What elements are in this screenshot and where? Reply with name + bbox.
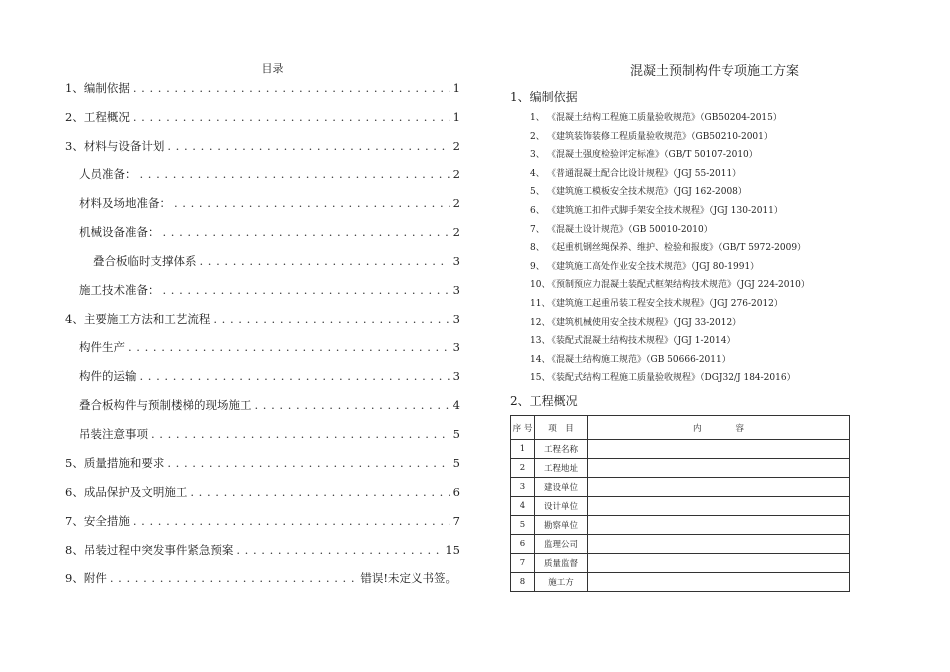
toc-entry-label: 2、工程概况 <box>65 110 130 124</box>
toc-entry-page: 4 <box>452 398 460 412</box>
toc-entry-page: 3 <box>452 340 460 354</box>
toc-entry-label: 8、吊装过程中突发事件紧急预案 <box>65 543 234 557</box>
toc-title: 目录 <box>261 62 284 75</box>
toc-entry-page: 2 <box>452 196 460 210</box>
reference-text: 《预制预应力混凝土装配式框架结构技术规范》（JGJ 224-2010） <box>547 280 810 291</box>
toc-entry-page: 3 <box>452 254 460 268</box>
reference-item <box>530 110 782 123</box>
table-cell-no: 7 <box>511 554 535 573</box>
table-row <box>511 440 850 459</box>
toc-entry-label: 7、安全措施 <box>65 514 130 528</box>
table-cell-item: 施工方 <box>535 573 588 592</box>
table-row <box>511 516 850 535</box>
reference-text: 《普通混凝土配合比设计规程》（JGJ 55-2011） <box>547 168 742 179</box>
table-cell-content[interactable] <box>588 459 850 478</box>
table-cell-item: 建设单位 <box>535 478 588 497</box>
toc-entry[interactable] <box>79 339 460 355</box>
reference-item <box>530 203 783 216</box>
reference-number: 10、 <box>530 280 551 291</box>
toc-entry[interactable] <box>65 513 460 529</box>
toc-entry[interactable] <box>65 80 460 96</box>
reference-item <box>530 333 735 346</box>
reference-text: 《装配式结构工程施工质量验收规程》（DGJ32/J 184-2016） <box>547 373 796 384</box>
toc-entry-label: 6、成品保护及文明施工 <box>65 485 188 499</box>
toc-entry-page: 1 <box>452 81 460 95</box>
toc-entry-label: 叠合板构件与预制楼梯的现场施工 <box>79 398 252 412</box>
toc-entry-label: 施工技术准备： <box>79 283 160 297</box>
toc-entry-page: 2 <box>452 139 460 153</box>
table-cell-item: 工程名称 <box>535 440 588 459</box>
toc-entry[interactable] <box>79 195 460 211</box>
toc-entry-page: 15 <box>445 543 460 557</box>
reference-number: 8、 <box>530 243 545 254</box>
table-row <box>511 535 850 554</box>
table-cell-no: 3 <box>511 478 535 497</box>
document-title: 混凝土预制构件专项施工方案 <box>630 64 800 79</box>
table-row <box>511 478 850 497</box>
table-cell-no: 1 <box>511 440 535 459</box>
toc-entry-page: 6 <box>452 485 460 499</box>
toc-leader-dots <box>167 138 449 154</box>
reference-number: 7、 <box>530 224 545 235</box>
reference-number: 14、 <box>530 354 551 365</box>
toc-entry[interactable] <box>65 138 460 154</box>
reference-item <box>530 147 758 160</box>
table-cell-item: 设计单位 <box>535 497 588 516</box>
toc-entry[interactable] <box>79 368 460 384</box>
reference-text: 《建筑装饰装修工程质量验收规范》（GB50210-2001） <box>547 131 773 142</box>
table-cell-content[interactable] <box>588 478 850 497</box>
toc-entry-page: 2 <box>452 167 460 181</box>
toc-entry-page: 3 <box>452 283 460 297</box>
table-header-row <box>511 416 850 440</box>
reference-text: 《建筑施工模板安全技术规范》（JGJ 162-2008） <box>547 187 747 198</box>
table-cell-item: 工程地址 <box>535 459 588 478</box>
toc-entry-label: 叠合板临时支撑体系 <box>93 254 197 268</box>
toc-entry[interactable] <box>93 253 460 269</box>
toc-entry-page: 1 <box>452 110 460 124</box>
reference-item <box>530 222 713 235</box>
toc-entry-page: 7 <box>452 514 460 528</box>
reference-item <box>530 277 810 290</box>
reference-item <box>530 129 773 142</box>
toc-leader-dots <box>255 397 450 413</box>
reference-text: 《建筑施工扣件式脚手架安全技术规程》（JGJ 130-2011） <box>547 206 783 216</box>
toc-leader-dots <box>190 484 449 500</box>
table-cell-no: 2 <box>511 459 535 478</box>
reference-item <box>530 184 747 197</box>
toc-entry[interactable] <box>65 484 460 500</box>
toc-entry[interactable] <box>65 455 460 471</box>
reference-number: 1、 <box>530 113 545 123</box>
toc-leader-dots <box>133 513 450 529</box>
document-page <box>480 0 950 672</box>
table-body <box>511 440 850 592</box>
toc-entry-label: 构件生产 <box>79 340 125 354</box>
table-cell-content[interactable] <box>588 554 850 573</box>
toc-leader-dots <box>213 311 449 327</box>
table-row <box>511 497 850 516</box>
toc-leader-dots <box>133 80 450 96</box>
table-cell-item: 勘察单位 <box>535 516 588 535</box>
reference-text: 《装配式混凝土结构技术规程》（JGJ 1-2014） <box>547 336 736 347</box>
table-row <box>511 459 850 478</box>
table-row <box>511 573 850 592</box>
reference-text: 《建筑机械使用安全技术规程》（JGJ 33-2012） <box>547 317 742 328</box>
table-cell-item: 监理公司 <box>535 535 588 554</box>
toc-entry-page: 错误!未定义书签。 <box>360 571 457 585</box>
toc-entry-label: 1、编制依据 <box>65 81 130 95</box>
table-cell-content[interactable] <box>588 573 850 592</box>
toc-entry-page: 3 <box>452 312 460 326</box>
table-cell-no: 6 <box>511 535 535 554</box>
header-content: 内 容 <box>588 416 850 440</box>
reference-text: 《混凝土强度检验评定标准》（GB/T 50107-2010） <box>547 150 758 161</box>
reference-text: 《建筑施工起重吊装工程安全技术规程》（JGJ 276-2012） <box>547 299 783 309</box>
toc-leader-dots <box>110 570 358 586</box>
reference-item <box>530 240 806 253</box>
reference-number: 6、 <box>530 206 545 216</box>
toc-entry[interactable] <box>79 166 460 182</box>
reference-number: 15、 <box>530 373 551 384</box>
table-cell-no: 4 <box>511 497 535 516</box>
reference-text: 《混凝土结构工程施工质量验收规范》（GB50204-2015） <box>547 113 782 123</box>
toc-entry-page: 2 <box>452 225 460 239</box>
toc-leader-dots <box>128 339 450 355</box>
reference-item <box>530 259 759 272</box>
toc-leader-dots <box>133 109 450 125</box>
reference-number: 13、 <box>530 336 551 347</box>
toc-entry-label: 3、材料与设备计划 <box>65 139 165 153</box>
header-item: 项 目 <box>535 416 588 440</box>
toc-entry-label: 吊装注意事项 <box>79 427 148 441</box>
toc-leader-dots <box>200 253 450 269</box>
toc-leader-dots <box>236 542 442 558</box>
section-heading-overview: 2、工程概况 <box>510 394 578 408</box>
toc-entry[interactable] <box>65 542 460 558</box>
reference-item <box>530 166 741 179</box>
reference-number: 9、 <box>530 261 545 272</box>
toc-entry[interactable] <box>79 397 460 413</box>
reference-number: 12、 <box>530 317 551 328</box>
toc-entry-label: 构件的运输 <box>79 369 137 383</box>
toc-entry-page: 5 <box>452 427 460 441</box>
reference-number: 2、 <box>530 131 545 142</box>
header-no: 序 号 <box>511 416 535 440</box>
toc-entry-label: 机械设备准备： <box>79 225 160 239</box>
table-cell-no: 5 <box>511 516 535 535</box>
reference-text: 《混凝土设计规范》（GB 50010-2010） <box>547 224 713 235</box>
toc-leader-dots <box>163 224 450 240</box>
toc-entry[interactable] <box>65 570 457 586</box>
toc-entry-page: 3 <box>452 369 460 383</box>
toc-leader-dots <box>151 426 450 442</box>
reference-item <box>530 296 783 309</box>
reference-item <box>530 370 796 383</box>
section-heading-basis: 1、编制依据 <box>510 90 578 104</box>
reference-text: 《起重机钢丝绳保养、维护、检验和报废》（GB/T 5972-2009） <box>547 243 807 254</box>
table-cell-content[interactable] <box>588 497 850 516</box>
table-cell-content[interactable] <box>588 516 850 535</box>
reference-item <box>530 315 741 328</box>
toc-entry[interactable] <box>79 282 460 298</box>
reference-number: 11、 <box>530 299 551 309</box>
reference-number: 3、 <box>530 150 545 161</box>
toc-entry[interactable] <box>79 224 460 240</box>
toc-entry[interactable] <box>79 426 460 442</box>
table-cell-item: 质量监督 <box>535 554 588 573</box>
reference-number: 5、 <box>530 187 545 198</box>
reference-text: 《建筑施工高处作业安全技术规范》（JGJ 80-1991） <box>547 261 760 272</box>
reference-item <box>530 352 731 365</box>
reference-text: 《混凝土结构施工规范》（GB 50666-2011） <box>547 354 731 365</box>
table-cell-content[interactable] <box>588 535 850 554</box>
toc-entry-label: 材料及场地准备： <box>79 196 171 210</box>
toc-leader-dots <box>163 282 450 298</box>
toc-entry-label: 人员准备： <box>79 167 137 181</box>
toc-entry-page: 5 <box>452 456 460 470</box>
table-cell-content[interactable] <box>588 440 850 459</box>
reference-number: 4、 <box>530 168 545 179</box>
toc-leader-dots <box>140 166 450 182</box>
toc-leader-dots <box>167 455 449 471</box>
toc-entry[interactable] <box>65 109 460 125</box>
toc-entry-label: 9、附件 <box>65 571 107 585</box>
toc-leader-dots <box>174 195 450 211</box>
toc-entry[interactable] <box>65 311 460 327</box>
toc-entry-label: 5、质量措施和要求 <box>65 456 165 470</box>
toc-leader-dots <box>140 368 450 384</box>
toc-entry-label: 4、主要施工方法和工艺流程 <box>65 312 211 326</box>
project-overview-table <box>510 415 850 592</box>
table-cell-no: 8 <box>511 573 535 592</box>
table-row <box>511 554 850 573</box>
